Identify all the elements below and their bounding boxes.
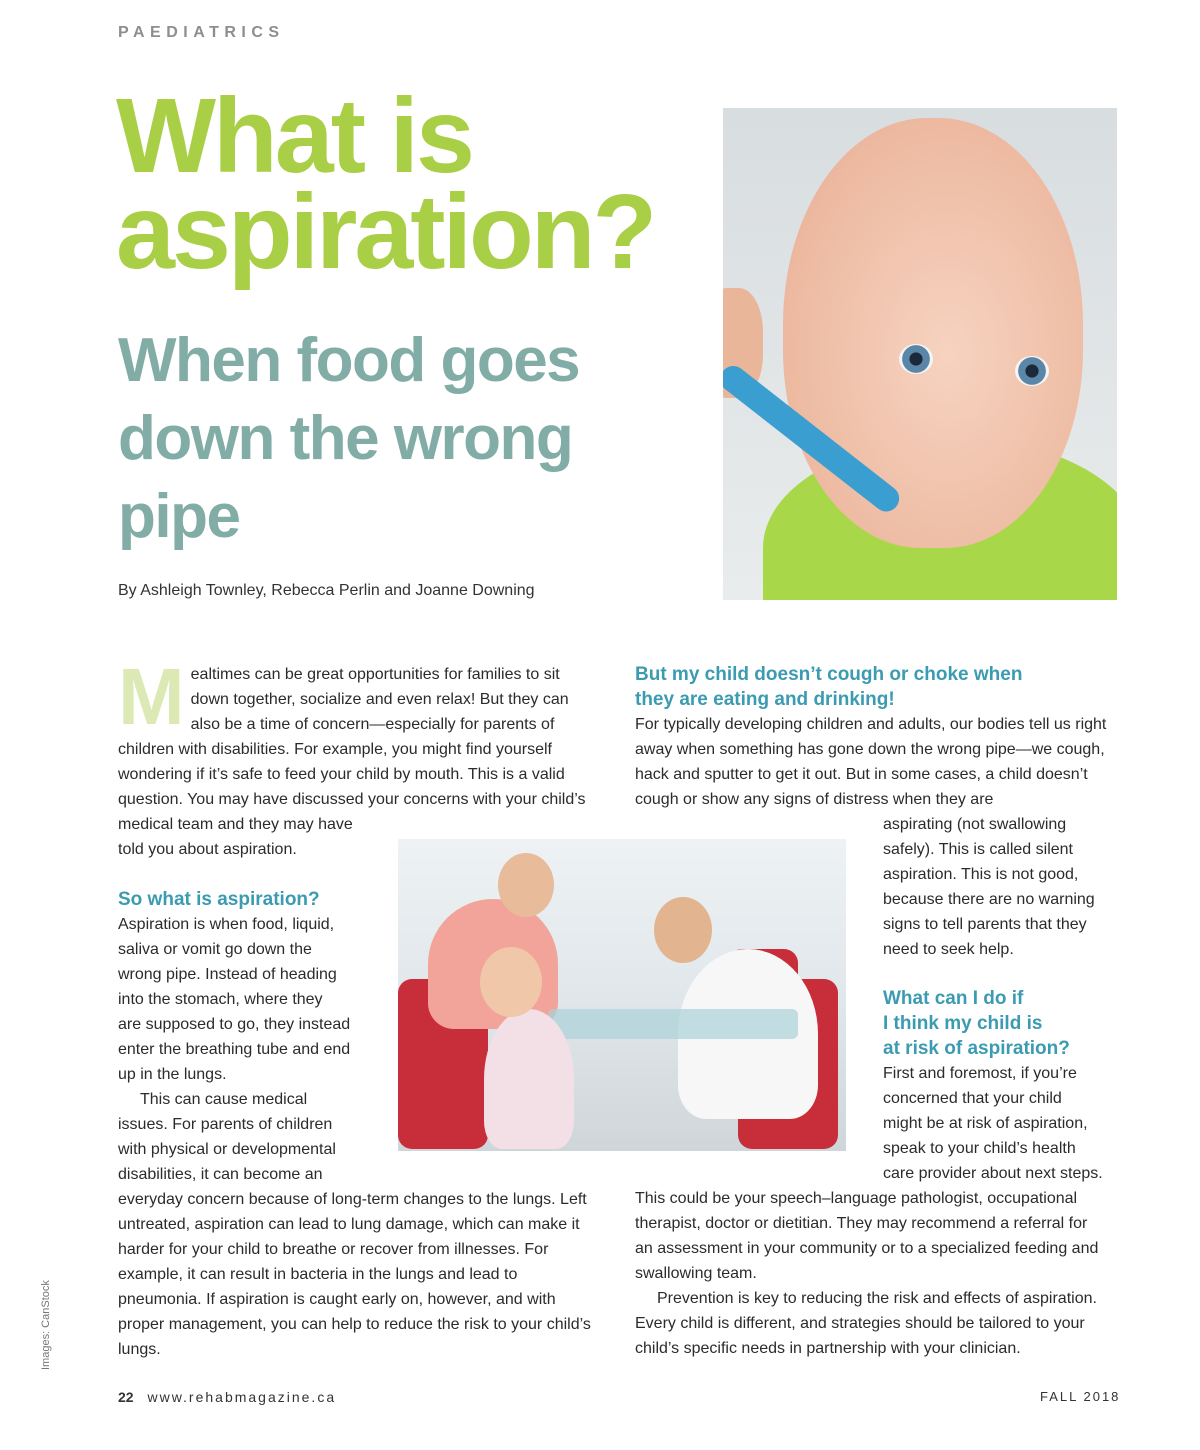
silent-line-3: aspiration. This is not good, — [883, 866, 1079, 883]
heading-what-can-i-do-2: I think my child is — [883, 1013, 1043, 1034]
do-line-1: First and foremost, if you’re — [883, 1065, 1077, 1082]
issues-line-1: This can cause medical — [140, 1091, 308, 1108]
intro-text: ealtimes can be great opportunities for families to sit down together, socialize and even relax! But they can also be a time of concern—especially for parents of children with disabilities. For example, you might find yourself wondering if it’s safe to feed your child by mouth. This is a valid question. You may have discussed your concerns with your child’s medical team and they may have — [118, 666, 586, 833]
do-line-2: concerned that your child — [883, 1090, 1062, 1107]
what-is-line-7: up in the lungs. — [118, 1066, 227, 1083]
image-credit: Images: CanStock — [40, 1280, 52, 1370]
eye-right — [1015, 356, 1049, 386]
what-is-line-3: wrong pipe. Instead of heading — [118, 966, 337, 983]
issues-line-3: with physical or developmental — [118, 1141, 336, 1158]
silent-line-6: need to seek help. — [883, 941, 1014, 958]
subheadline: When food goes down the wrong pipe — [118, 326, 580, 551]
what-is-line-5: are supposed to go, they instead — [118, 1016, 351, 1033]
issue-label: FALL 2018 — [1040, 1389, 1121, 1404]
issues-line-2: issues. For parents of children — [118, 1116, 333, 1133]
footer-left — [118, 1389, 336, 1405]
baby-face-shape — [783, 118, 1083, 548]
intro-paragraph — [118, 652, 598, 862]
do-paragraph-rest: This could be your speech–language pathologist, occupational therapist, doctor or dietitian. They may recommend a referral for an assessment in your community or to a specialized feeding and swallowing team. — [635, 1190, 1099, 1282]
what-is-line-6: enter the breathing tube and end — [118, 1041, 351, 1058]
heading-what-is-aspiration: So what is aspiration? — [118, 889, 320, 910]
section-label: PAEDIATRICS — [118, 24, 285, 41]
silent-line-2: safely). This is called silent — [883, 841, 1073, 858]
headline: What is aspiration? — [116, 77, 655, 291]
do-line-3: might be at risk of aspiration, — [883, 1115, 1088, 1132]
what-is-line-1: Aspiration is when food, liquid, — [118, 916, 335, 933]
cough-paragraph: For typically developing children and adults, our bodies tell us right away when something has gone down the wrong pipe—we cough, hack and sputter to get it out. But in some cases, a child doesn’t cough or show any signs of distress when they are — [635, 716, 1107, 808]
issues-paragraph-rest: everyday concern because of long-term changes to the lungs. Left untreated, aspiration can lead to lung damage, which can make it harder for your child to breathe or recover from illnesses. For example, it can result in bacteria in the lungs and lead to pneumonia. If aspiration is caught early on, however, and with proper management, you can help to reduce the risk to your child’s lungs. — [118, 1191, 591, 1358]
silent-line-5: signs to tell parents that they — [883, 916, 1087, 933]
byline: By Ashleigh Townley, Rebecca Perlin and Joanne Downing — [118, 582, 535, 599]
eye-left — [899, 344, 933, 374]
page-number: 22 — [118, 1389, 134, 1405]
heading-what-can-i-do-1: What can I do if — [883, 988, 1024, 1009]
issues-line-4: disabilities, it can become an — [118, 1166, 323, 1183]
silent-line-4: because there are no warning — [883, 891, 1095, 908]
what-is-line-4: into the stomach, where they — [118, 991, 323, 1008]
right-column — [635, 662, 1109, 1361]
silent-line-1: aspirating (not swallowing — [883, 816, 1067, 833]
prevention-paragraph: Prevention is key to reducing the risk and effects of aspiration. Every child is different, and strategies should be tailored to your child’s specific needs in partnership with your clinician. — [635, 1290, 1097, 1357]
do-line-5: care provider about next steps. — [883, 1165, 1103, 1182]
heading-no-cough: But my child doesn’t cough or choke when they are eating and drinking! — [635, 664, 1023, 710]
do-line-4: speak to your child’s health — [883, 1140, 1076, 1157]
website-link[interactable]: www.rehabmagazine.ca — [147, 1389, 337, 1405]
baby-feeding-photo — [723, 108, 1117, 600]
what-is-line-2: saliva or vomit go down the — [118, 941, 312, 958]
heading-what-can-i-do-3: at risk of aspiration? — [883, 1038, 1070, 1059]
right-inset-block — [883, 812, 1109, 1186]
left-column — [118, 652, 598, 1362]
dropcap: M — [118, 652, 185, 741]
intro-text-end: told you about aspiration. — [118, 841, 297, 858]
